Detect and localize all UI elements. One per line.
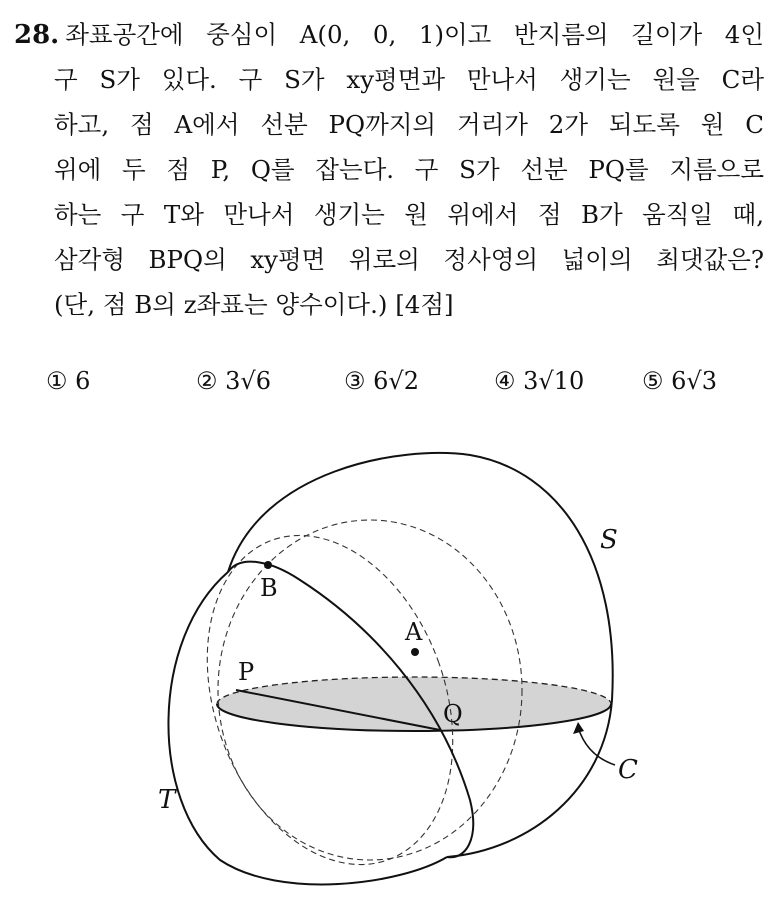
problem-line-7: (단, 점 B의 z좌표는 양수이다.) [4점]	[54, 290, 454, 319]
sphere-figure	[0, 420, 774, 913]
point-a	[411, 648, 419, 656]
choice-4[interactable]: ④ 3√10	[494, 367, 585, 395]
problem-line-6: 삼각형 BPQ의 xy평면 위로의 정사영의 넓이의 최댓값은?	[54, 245, 764, 274]
choice-5[interactable]: ⑤ 6√3	[642, 367, 717, 395]
point-b	[264, 561, 272, 569]
problem-number: 28.	[14, 20, 60, 50]
answer-choices	[46, 367, 746, 407]
sphere-s-outline	[228, 453, 613, 857]
label-a: A	[405, 618, 423, 646]
label-s: S	[600, 525, 618, 555]
problem-line-4: 위에 두 점 P, Q를 잡는다. 구 S가 선분 PQ를 지름으로	[54, 155, 764, 184]
problem-text	[14, 12, 764, 327]
choice-3[interactable]: ③ 6√2	[344, 367, 419, 395]
label-b: B	[260, 574, 278, 602]
problem-line-2: 구 S가 있다. 구 S가 xy평면과 만나서 생기는 원을 C라	[54, 65, 764, 94]
label-q: Q	[443, 700, 463, 728]
choice-1[interactable]: ① 6	[46, 367, 91, 395]
problem-line-3: 하고, 점 A에서 선분 PQ까지의 거리가 2가 되도록 원 C	[54, 110, 764, 139]
c-pointer-head	[573, 722, 584, 734]
problem-line-1: 28. 좌표공간에 중심이 A(0, 0, 1)이고 반지름의 길이가 4인	[14, 20, 764, 50]
choice-2[interactable]: ② 3√6	[196, 367, 271, 395]
label-c: C	[618, 755, 638, 785]
label-p: P	[238, 658, 255, 686]
problem-line-5: 하는 구 T와 만나서 생기는 원 위에서 점 B가 움직일 때,	[54, 200, 764, 229]
label-t: T	[158, 785, 176, 815]
